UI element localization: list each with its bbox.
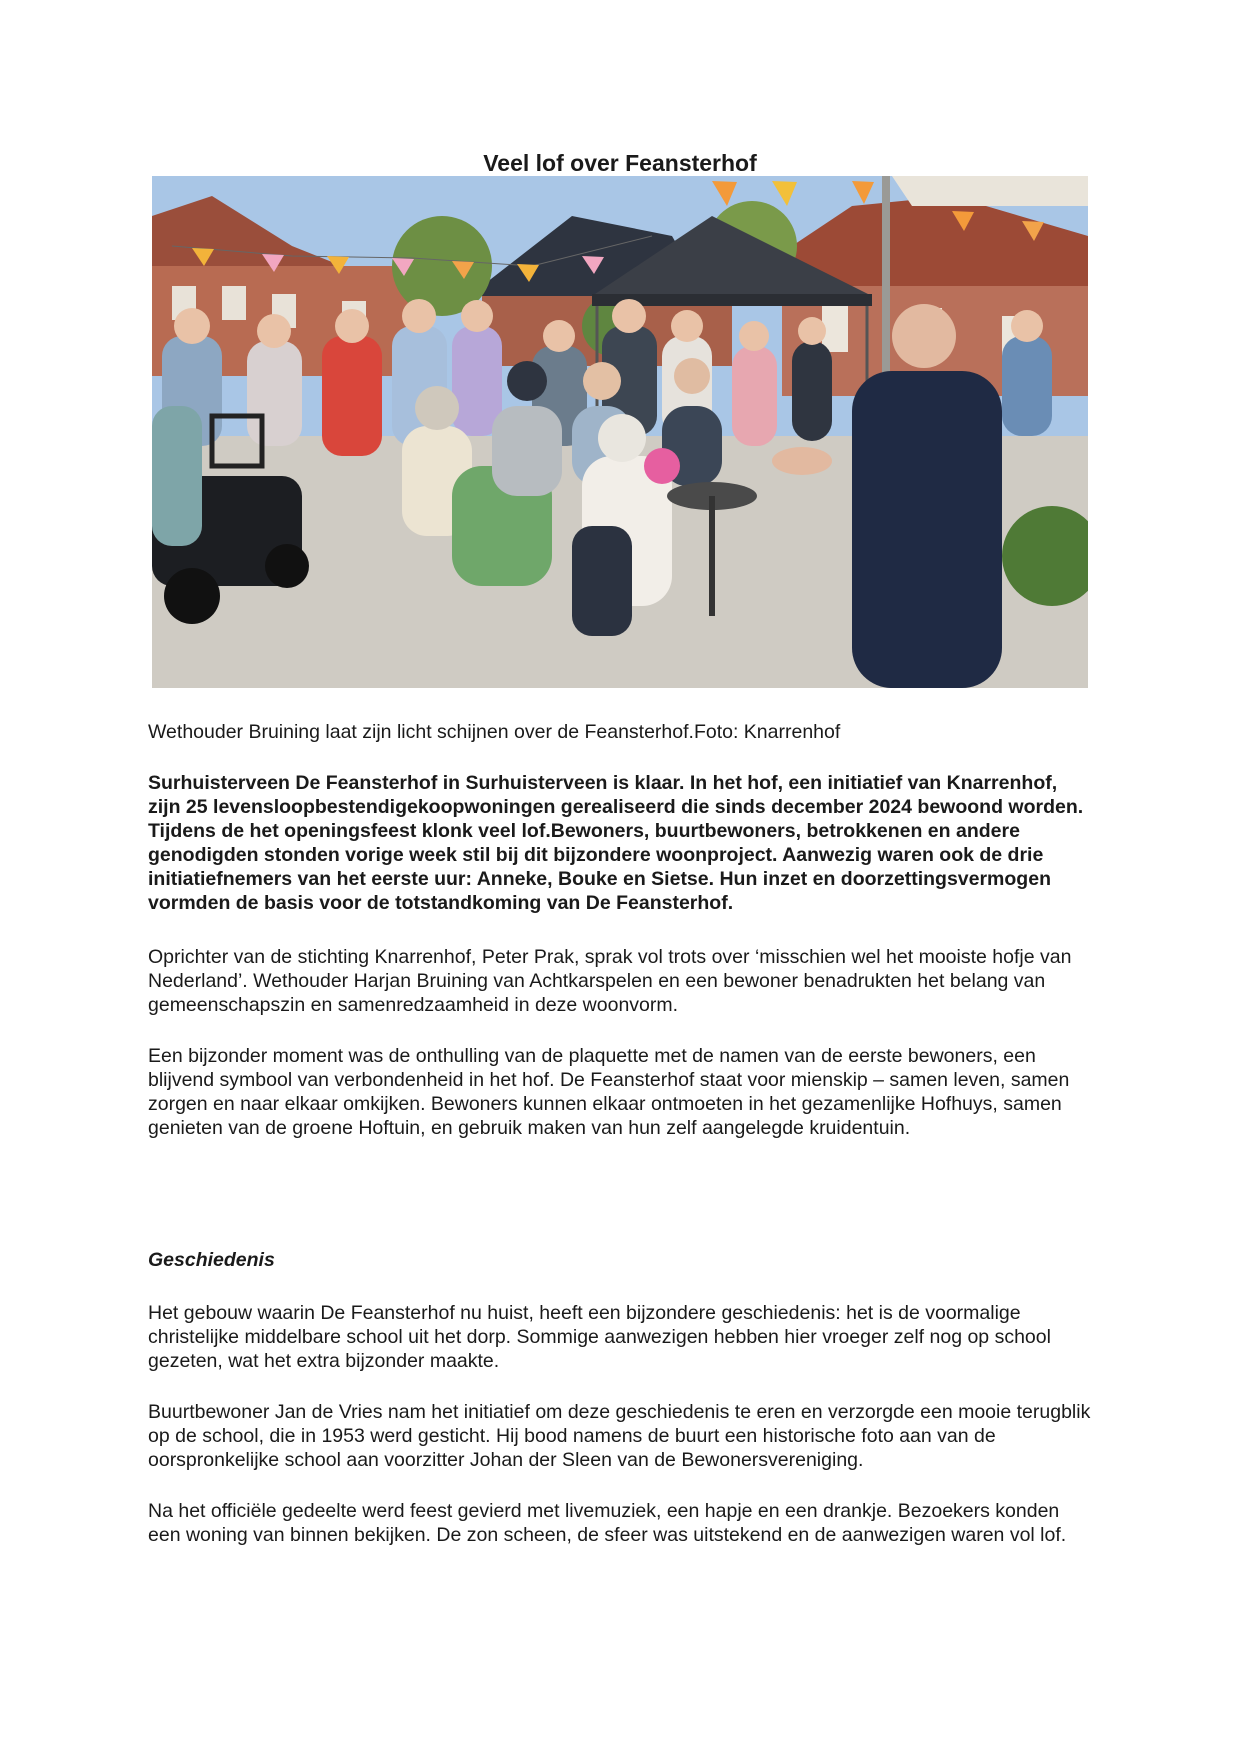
article-photo	[152, 176, 1088, 688]
body-paragraph: Een bijzonder moment was de onthulling van de plaquette met de namen van de eerste bewoners, een blijvend symbool van verbondenheid in het hof. De Feansterhof staat voor mienskip – samen leven, samen zorgen en naar elkaar omkijken. Bewoners kunnen elkaar ontmoeten in het gezamenlijke Hofhuys, samen genieten van de groene Hoftuin, en gebruik maken van hun zelf aangelegde kruidentuin.	[148, 1045, 1070, 1139]
photo-caption: Wethouder Bruining laat zijn licht schijnen over de Feansterhof.Foto: Knarrenhof	[148, 721, 841, 743]
body-paragraph: Na het officiële gedeelte werd feest gevierd met livemuziek, een hapje en een drankje. Bezoekers konden een woning van binnen bekijken. De zon scheen, de sfeer was uitstekend en de aanwezigen waren vol lof.	[148, 1500, 1067, 1546]
body-paragraph: Buurtbewoner Jan de Vries nam het initiatief om deze geschiedenis te eren en verzorgde een mooie terugblik op de school, die in 1953 werd gesticht. Hij bood namens de buurt een historische foto aan van de oorspronkelijke school aan voorzitter Johan der Sleen van de Bewonersvereniging.	[148, 1401, 1091, 1471]
body-paragraph: Oprichter van de stichting Knarrenhof, Peter Prak, sprak vol trots over ‘misschien wel het mooiste hofje van Nederland’. Wethouder Harjan Bruining van Achtkarspelen en een bewoner benadrukten het belang van gemeenschapszin en samenredzaamheid in deze woonvorm.	[148, 946, 1072, 1016]
article-title: Veel lof over Feansterhof	[483, 150, 757, 176]
photo-opening-party-icon	[152, 176, 1088, 688]
article-lead: Surhuisterveen De Feansterhof in Surhuisterveen is klaar. In het hof, een initiatief van Knarrenhof, zijn 25 levensloopbestendigekoopwoningen gerealiseerd die sinds december 2024 bewoond worden. Tijdens de het openingsfeest klonk veel lof.Bewoners, buurtbewoners, betrokkenen en andere genodigden stonden vorige week stil bij dit bijzondere woonproject. Aanwezig waren ook de drie initiatiefnemers van het eerste uur: Anneke, Bouke en Sietse. Hun inzet en doorzettingsvermogen vormden de basis voor de totstandkoming van De Feansterhof.	[148, 772, 1084, 914]
body-paragraph: Het gebouw waarin De Feansterhof nu huist, heeft een bijzondere geschiedenis: het is de voormalige christelijke middelbare school uit het dorp. Sommige aanwezigen hebben hier vroeger zelf nog op school gezeten, wat het extra bijzonder maakte.	[148, 1302, 1051, 1372]
section-heading: Geschiedenis	[148, 1249, 275, 1271]
